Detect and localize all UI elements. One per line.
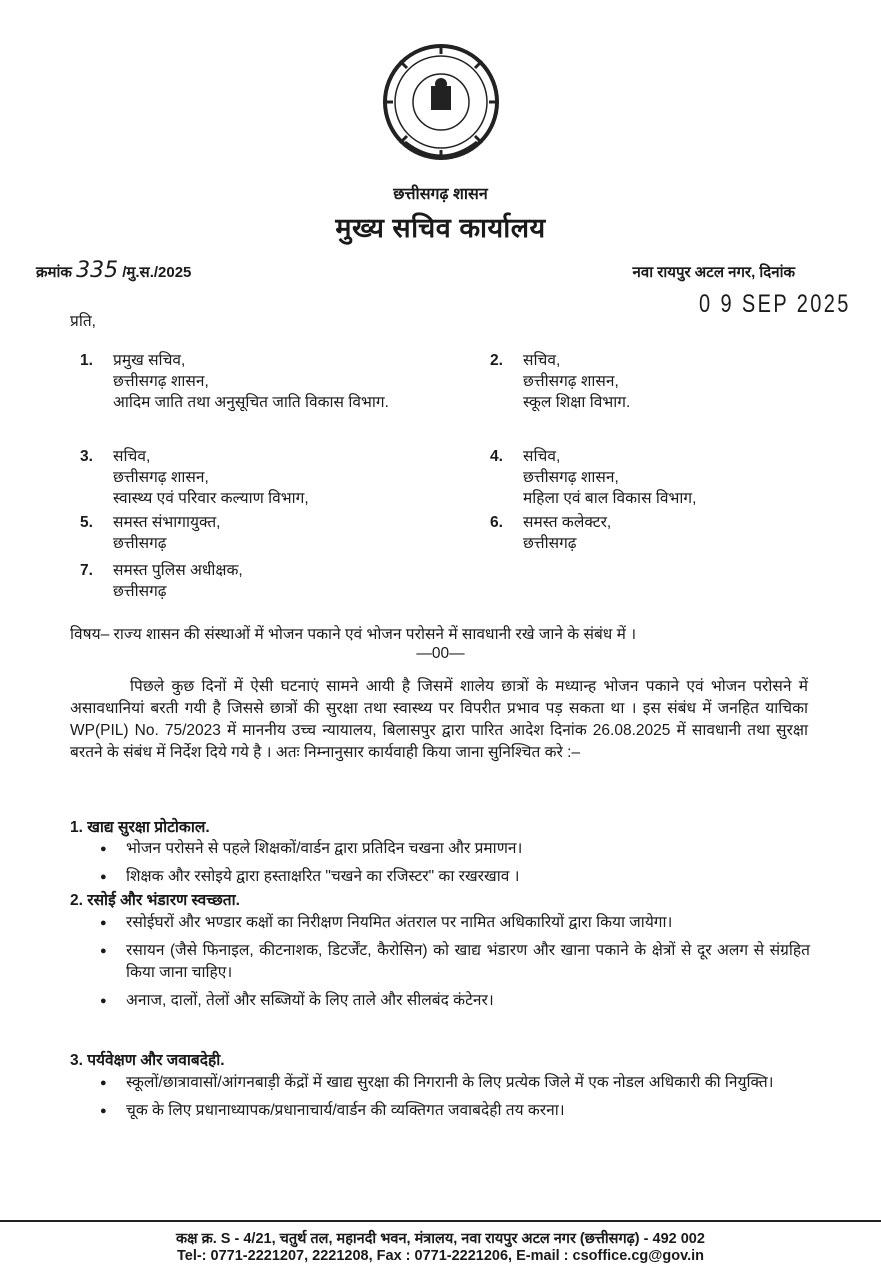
addressee-number: 1.	[80, 352, 93, 369]
date-stamp: 0 9 SEP 2025	[699, 290, 851, 318]
reference-number	[36, 258, 191, 283]
addressee-line: छत्तीसगढ़ शासन,	[523, 469, 619, 486]
bullet-item: ● स्कूलों/छात्रावासों/आंगनबाड़ी केंद्रों में खाद्य सुरक्षा की निगरानी के लिए प्रत्येक जिले में एक नोडल अधिकारी की नियुक्ति।	[100, 1072, 810, 1094]
addressee-item	[80, 560, 460, 602]
addressee-line: छत्तीसगढ़	[523, 535, 577, 552]
bullet-list	[100, 838, 810, 894]
addressee-line: सचिव,	[523, 448, 561, 465]
footer-divider	[0, 1220, 881, 1222]
addressee-line: समस्त कलेक्टर,	[523, 514, 612, 531]
section-heading: 2. रसोई और भंडारण स्वच्छता.	[70, 892, 240, 909]
addressee-line: सचिव,	[113, 448, 151, 465]
addressee-line: समस्त संभागायुक्त,	[113, 514, 221, 531]
addressee-line: छत्तीसगढ़ शासन,	[523, 373, 619, 390]
addressee-line: स्वास्थ्य एवं परिवार कल्याण विभाग,	[113, 490, 309, 507]
addressee-line: प्रमुख सचिव,	[113, 352, 186, 369]
addressee-item	[490, 350, 870, 413]
addressee-item	[80, 350, 460, 413]
addressee-item	[490, 446, 870, 509]
bullet-item: ● अनाज, दालों, तेलों और सब्जियों के लिए ताले और सीलबंद कंटेनर।	[100, 990, 810, 1012]
addressee-line: सचिव,	[523, 352, 561, 369]
ref-number-handwritten: 335	[76, 258, 119, 283]
bullet-item: ● चूक के लिए प्रधानाध्यापक/प्रधानाचार्य/वार्डन की व्यक्तिगत जवाबदेही तय करना।	[100, 1100, 810, 1122]
addressee-line: स्कूल शिक्षा विभाग.	[523, 394, 631, 411]
bullet-list	[100, 912, 810, 1018]
addressee-line: छत्तीसगढ़	[113, 583, 167, 600]
bullet-item: ● भोजन परोसने से पहले शिक्षकों/वार्डन द्वारा प्रतिदिन चखना और प्रमाणन।	[100, 838, 810, 860]
subject-line: विषय– राज्य शासन की संस्थाओं में भोजन पकाने एवं भोजन परोसने में सावधानी रखे जाने के संबंध में ।	[70, 626, 637, 643]
addressee-item	[80, 512, 460, 554]
addressee-line: समस्त पुलिस अधीक्षक,	[113, 562, 243, 579]
separator: —00—	[416, 645, 465, 662]
place-date-label: नवा रायपुर अटल नगर, दिनांक	[632, 264, 795, 281]
section-heading: 3. पर्यवेक्षण और जवाबदेही.	[70, 1052, 225, 1069]
section-heading: 1. खाद्य सुरक्षा प्रोटोकाल.	[70, 819, 210, 836]
addressee-number: 6.	[490, 514, 503, 531]
addressee-number: 7.	[80, 562, 93, 579]
state-emblem-logo	[375, 42, 507, 174]
addressee-line: छत्तीसगढ़ शासन,	[113, 373, 209, 390]
bullet-item: ● शिक्षक और रसोइये द्वारा हस्ताक्षरित "चखने का रजिस्टर" का रखरखाव ।	[100, 866, 810, 888]
office-title: मुख्य सचिव कार्यालय	[335, 213, 546, 243]
addressee-number: 2.	[490, 352, 503, 369]
addressee-line: आदिम जाति तथा अनुसूचित जाति विकास विभाग.	[113, 394, 389, 411]
bullet-item: ● रसायन (जैसे फिनाइल, कीटनाशक, डिटर्जेंट, कैरोसिन) को खाद्य भंडारण और खाना पकाने के क्षेत्रों से दूर अलग से संग्रहित किया जाना चाहिए।	[100, 940, 810, 984]
bullet-item: ● रसोईघरों और भण्डार कक्षों का निरीक्षण नियमित अंतराल पर नामित अधिकारियों द्वारा किया जायेगा।	[100, 912, 810, 934]
bullet-list	[100, 1072, 810, 1128]
ref-label: क्रमांक	[36, 264, 72, 281]
addressee-item	[80, 446, 460, 509]
addressee-number: 4.	[490, 448, 503, 465]
body-paragraph: पिछले कुछ दिनों में ऐसी घटनाएं सामने आयी है जिसमें शालेय छात्रों के मध्यान्ह भोजन पकाने एवं भोजन परोसने में असावधानियां बरती गयी है जिससे छात्रों की सुरक्षा तथा स्वास्थ्य पर विपरीत प्रभाव पड़ सकता था । इस संबंध में जनहित याचिका WP(PIL) No. 75/2023 में माननीय उच्च न्यायालय, बिलासपुर द्वारा पारित आदेश दिनांक 26.08.2025 में सावधानी तथा सुरक्षा बरतने के संबंध में निर्देश दिये गये है । अतः निम्नानुसार कार्यवाही किया जाना सुनिश्चित करे :–	[70, 678, 808, 761]
addressee-number: 3.	[80, 448, 93, 465]
addressee-number: 5.	[80, 514, 93, 531]
addressee-line: छत्तीसगढ़ शासन,	[113, 469, 209, 486]
addressee-item	[490, 512, 870, 554]
government-name: छत्तीसगढ़ शासन	[393, 186, 488, 203]
addressee-line: महिला एवं बाल विकास विभाग,	[523, 490, 697, 507]
footer-address: कक्ष क्र. S - 4/21, चतुर्थ तल, महानदी भवन, मंत्रालय, नवा रायपुर अटल नगर (छत्तीसगढ़) - 492 002	[176, 1231, 705, 1247]
to-label: प्रति,	[70, 313, 96, 330]
addressee-line: छत्तीसगढ़	[113, 535, 167, 552]
ref-suffix: /मु.स./2025	[122, 264, 192, 281]
footer-contact: Tel-: 0771-2221207, 2221208, Fax : 0771-2221206, E-mail : csoffice.cg@gov.in	[176, 1248, 705, 1264]
